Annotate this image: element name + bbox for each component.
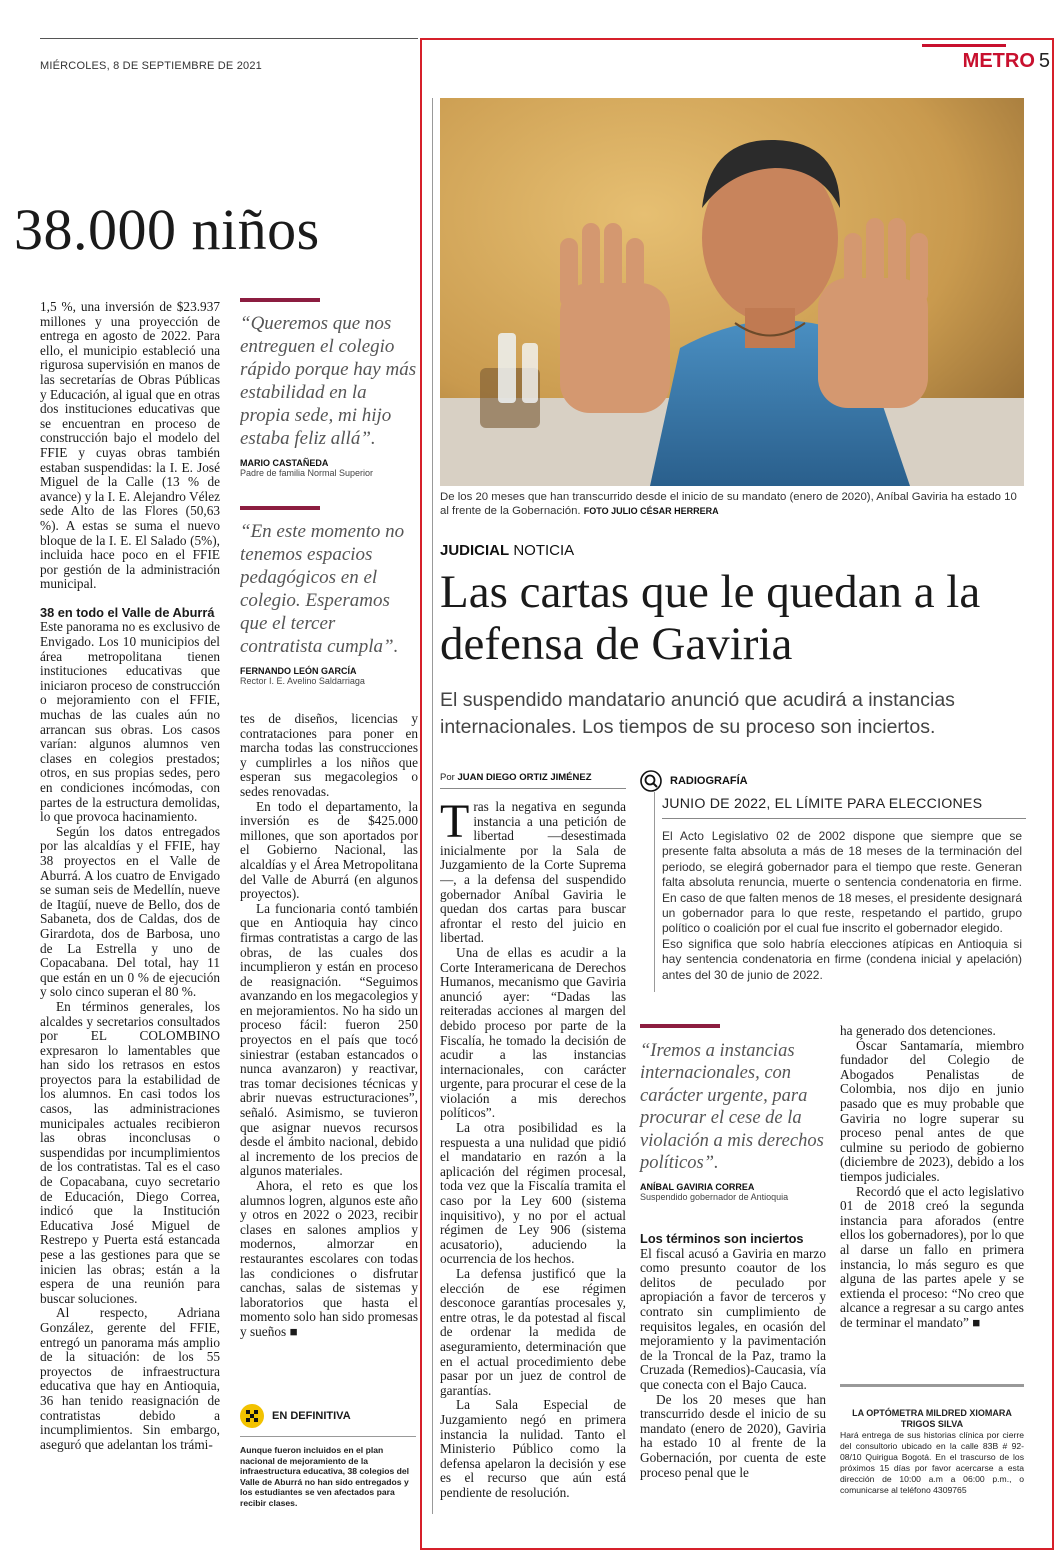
paragraph: Recordó que el acto legislativo 01 de 2018 creó la segunda instancia para aforados (entre ellos los gobernadores), por lo que al darse un fallo en primera instancia, lo más seguro es que alguna de las partes apele y se extienda el proceso: “No creo que alcance a regresar a su cargo antes de terminar el mandato” ■ [840,1183,1024,1330]
left-column-1 [40,300,220,1452]
paragraph: El fiscal acusó a Gaviria en marzo como presunto coautor de los delitos de peculado por apropiación a favor de terceros y contrato sin cumplimiento de requisitos legales, en ocasión del mejoramiento y la pavimentación de la Troncal de la Paz, tramo la Cruzada (Remedios)-Caucasia, vía que conecta con el Bajo Cauca. [640,1245,826,1392]
column-rule [432,98,433,1514]
pull-quote-2 [240,520,418,686]
paragraph: ha generado dos detenciones. [840,1024,996,1038]
paragraph: Según los datos entregados por las alcaldías y el FFIE, hay 38 proyectos en el Valle de Aburrá. A los cuatro de Envigado se suman seis de Medellín, nueve de Itagüí, nueve de Bello, dos de Sabaneta, dos de Caldas, dos de Girardota, dos de Barbosa, uno de La Estrella y uno de Copacabana. Del total, hay 11 que están en un 0 % de ejecución y solo cinco superan el 80 %. [40,823,220,1000]
ad-title-1: LA OPTÓMETRA MILDRED XIOMARA [852,1408,1012,1418]
checker-icon [240,1404,264,1428]
section-name: METRO [962,50,1035,72]
magnifier-icon [640,770,662,792]
paragraph: En términos generales, los alcaldes y secretarios consultados por EL COLOMBINO expresaron lo lamentables que han sido los retrasos en estos proyectos para la estabilidad de los alumnos. En casi todos los casos, las administraciones municipales actuales recibieron las obras inconclusas o suspendidas por incumplimientos de los contratistas. Tal es el caso de Copacabana, cuyo secretario de Educación, Diego Correa, indicó que la Institución Educativa José Miguel de Restrepo y Puerta está estancada pese a las gestiones para que se inicien las obras; están a la espera de una reunión para buscar soluciones. [40,998,220,1306]
deck: El suspendido mandatario anunció que acudirá a instancias internacionales. Los tiempos de su proceso son inciertos. [440,689,955,738]
quote-name: MARIO CASTAÑEDA [240,458,329,468]
quote-bar [640,1024,720,1028]
section-bar [922,44,1006,47]
page-number: 5 [1038,50,1050,72]
main-subhead: Los términos son inciertos [640,1232,804,1246]
main-photo [440,98,1024,486]
radiografia-body [662,829,1022,983]
kicker-rest: NOTICIA [513,542,575,559]
radiografia-title-rule [662,818,1026,819]
top-rule [40,38,418,39]
quote-text: “Queremos que nos entreguen el colegio rápido porque hay más estabilidad en la propia sede, mi hijo estaba feliz allá”. [240,313,417,449]
paragraph: De los 20 meses que han transcurrido desde el inicio de su mandato (enero de 2020), Gaviria ha estado 10 al frente de la Gobernación, por cuenta de este proceso penal que le [640,1391,826,1480]
quote-role: Suspendido gobernador de Antioquia [640,1192,789,1203]
main-title: Las cartas que le quedan a la defensa de Gaviria [440,566,981,670]
en-definitiva-header [240,1404,416,1428]
quote-role: Rector I. E. Avelino Saldarriaga [240,676,365,686]
main-column-3 [840,1024,1024,1370]
paragraph: tes de diseños, licencias y contrataciones para poner en marcha todas las construcciones y cumplirles a los niños que esperan sus megacolegios o sedes renovadas. [240,712,418,799]
photo-caption [440,490,1024,518]
kicker-bold: JUDICIAL [440,542,510,559]
section-label [963,50,1050,73]
paragraph: La Sala Especial de Juzgamiento negó en primera instancia la nulidad. Tanto el Ministerio Público como la defensa apelaron la decisión y ese es el recurso que aún está pendiente de resolución. [440,1397,626,1500]
en-definitiva-box [240,1404,416,1509]
quote-text: “Iremos a instancias internacionales, con carácter urgente, para procurar el cese de la violación a mis derechos políticos”. [640,1041,824,1174]
paragraph: La funcionaria contó también que en Antioquia hay cinco firmas contratistas a cargo de las obras, de las cuales dos incumplieron y están en proceso de reasignación. “Seguimos avanzando en los megacolegios y en mejoramientos. No ha sido un proceso fácil: fueron 250 proyectos en el país que tocó siniestrar (estaban estancados o nunca avanzaron) y reactivar, tras tomar decisiones técnicas y abrir nuevas estructuraciones”, señaló. Asimismo, se tuvieron que asignar nuevos recursos desde el ámbito nacional, debido al incremento de los precios de algunos materiales. [240,900,418,1179]
radiografia-title: JUNIO DE 2022, EL LÍMITE PARA ELECCIONES [662,796,983,812]
caption-text: De los 20 meses que han transcurrido desde el inicio de su mandato (enero de 2020), Aníbal Gaviria ha estado 10 al frente de la Gobernación. [440,491,1017,517]
paragraph: En todo el departamento, la inversión es de $425.000 millones, que son aportados por el Gobierno Nacional, las alcaldías y el Área Metropolitana del Valle de Aburrá (en algunos proyectos). [240,798,418,902]
quote-name: ANÍBAL GAVIRIA CORREA [640,1182,755,1193]
portrait-photo-image [440,98,1024,486]
quote-name: FERNANDO LEÓN GARCÍA [240,666,357,676]
byline-rule [440,788,626,789]
left-column-2 [240,712,418,1392]
radiografia-header [640,770,748,792]
quote-text: “En este momento no tenemos espacios pedagógicos en el colegio. Esperamos que el tercer contratista cumpla”. [240,521,405,657]
paragraph: Ahora, el reto es que los alumnos logren, algunos este año y otros en 2022 o 2023, recibir clases en salones amplios y modernos, almorzar en restaurantes escolares con todas las condiciones o disfrutar canchas, salas de sistemas y laboratorios que hasta el momento solo han sido promesas y sueños ■ [240,1178,418,1339]
radiografia-label: RADIOGRAFÍA [670,775,748,787]
quote-bar [240,298,320,302]
radiografia-rule [654,792,655,992]
paragraph: Una de ellas es acudir a la Corte Interamericana de Derechos Humanos, mecanismo que Gaviria anunció ayer: “Dadas las reiteradas acciones al margen del debido proceso por parte de la Fiscalía, he tomado la decisión de acudir a las instancias internacionales, con carácter urgente, para procurar el cese de la violación a mis derechos políticos”. [440,944,626,1121]
drop-cap: T [440,800,470,848]
left-subhead: 38 en todo el Valle de Aburrá [40,604,215,620]
quote-role: Padre de familia Normal Superior [240,468,374,478]
paragraph: 1,5 %, una inversión de $23.937 millones y una proyección de entrega en agosto de 2022. Para ello, el municipio estableció una rigurosa supervisión en manos de las secretarías de Obras Públicas y Educación, al igual que en otras dos instituciones educativas que se encuentran en proceso de construcción bajo el modelo del FFIE y cuyas obras también estaban suspendidas: la I. E. José Miguel de la Calle (13 % de avance) y la I. E. Alejandro Vélez sede Alto de las Flores (50,63 %). A estas se suma el nuevo bloque de la I. E. El Salado (5%), incluida hace poco en el FFIE por gestión de la administración municipal. [40,299,220,592]
byline-prefix: Por [440,772,455,783]
kicker [440,542,574,559]
photo-credit: FOTO JULIO CÉSAR HERRERA [583,506,719,516]
main-column-1 [440,800,626,1510]
paragraph: La defensa justificó que la elección de ese régimen desconoce garantías procesales y, entre otras, le da potestad al fiscal de ordenar la medida de aseguramiento, determinación que en el actual procedimiento debe pasar por un juez de control de garantías. [440,1266,626,1398]
en-definitiva-text: Aunque fueron incluidos en el plan nacional de mejoramiento de la infraestructura educativa, 38 colegios del Valle de Aburrá no han sido entregados y los estudiantes se ven afectados para recibir clases. [240,1436,416,1509]
pull-quote-1 [240,312,418,478]
paragraph: El Acto Legislativo 02 de 2002 dispone que siempre que se presente falta absoluta a más de 18 meses de la terminación del periodo, se elegirá gobernador para el tiempo que reste. Generan falta absoluta renuncia, muerte o sentencia condenatoria en firme. En caso de que falten menos de 18 meses, el presidente designará un gobernador para lo que reste, respetando el partido, grupo político o coalición por el cual fue inscrito el gobernador elegido. [662,829,1022,936]
classified-ad [840,1408,1024,1496]
ad-text: Hará entrega de sus historias clínica por cierre del consultorio ubicado en la calle 83B # 92-08/10 Quirigua Bogotá. En el trascurso de los próximos 15 días por favor acercarse a esta dirección de 10:00 a.m a 06:00 p.m., o comunicarse al teléfono 4309765 [840,1430,1024,1495]
left-headline: 38.000 niños [14,197,320,262]
byline-name: JUAN DIEGO ORTIZ JIMÉNEZ [457,772,592,783]
paragraph: La otra posibilidad es la respuesta a una nulidad que pidió el mandatario en razón a la aplicación del régimen procesal, toda vez que la Fiscalía tramita el caso por la Ley 600 (sistema inquisitivo), y no por el actual régimen de Ley 906 (sistema acusatorio), aduciendo la ocurrencia de los hechos. [440,1120,626,1267]
ad-rule [840,1384,1024,1387]
paragraph: ras la negativa en segunda instancia a una petición de libertad —desestimada inicialmente por la Sala de Juzgamiento de la Corte Suprema—, a la defensa del suspendido gobernador Aníbal Gaviria le quedan dos cartas para buscar afrontar el resto del juicio en libertad. [440,800,626,946]
byline [440,772,592,783]
paragraph: Al respecto, Adriana González, gerente del FFIE, entregó un panorama más amplio de la situación: de los 55 proyectos de infraestructura educativa que hay en Antioquia, 36 han tenido reasignación de contratistas debido a incumplimientos. Sin embargo, aseguró que adelantan los trámi- [40,1305,220,1452]
paragraph: Eso significa que solo habría elecciones atípicas en Antioquia si hay sentencia condenatoria en firme (condena inicial y apelación) antes del 30 de junio de 2022. [662,936,1022,982]
en-definitiva-label: EN DEFINITIVA [272,1410,351,1422]
paragraph: Este panorama no es exclusivo de Envigado. Los 10 municipios del área metropolitana tienen instituciones educativas que iniciaron proceso de construcción o mejoramiento con el FFIE, muchas de las cuales aún no arrancan sus obras. Los casos varían: algunos alumnos ven clases en colegios prestados; otros, en sus propias sedes, pero en condiciones incómodas, con partes de la estructura demolidas, lo que provoca hacinamiento. [40,619,220,825]
paragraph: Óscar Santamaría, miembro fundador del Colegio de Abogados Penalistas de Colombia, nos dijo en junio pasado que es muy probable que Gaviria no logre superar su proceso penal antes de que culmine su periodo de gobierno (diciembre de 2023), debido a los tiempos judiciales. [840,1037,1024,1184]
main-column-2 [640,1232,826,1512]
ad-title-2: TRIGOS SILVA [900,1419,964,1429]
main-pull-quote [640,1040,826,1202]
quote-bar [240,506,320,510]
page-date: MIÉRCOLES, 8 DE SEPTIEMBRE DE 2021 [40,60,262,72]
